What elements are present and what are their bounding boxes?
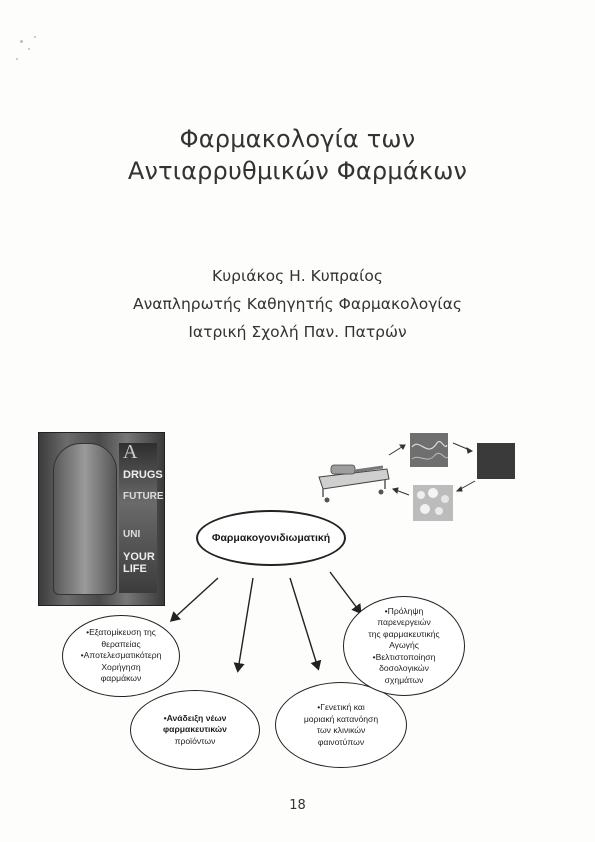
node-left-line: Χορήγηση [101,661,141,672]
node-bottom-right-line: μοριακή κατανόηση [303,713,379,724]
scan-speck [34,36,36,38]
node-bottom-right-line: των κλινικών [316,725,366,735]
diagram-node-bottom-right [275,682,407,768]
node-bottom-left-line: προϊόντων [174,735,216,746]
diagram-node-bottom-left [130,690,260,770]
cover-text-drugs: DRUGS [123,469,163,481]
page-title-line-1: Φαρμακολογία των [179,125,416,153]
node-right-line: •Βελτιστοποίηση [372,651,436,662]
diagram-node-right [343,596,465,696]
scan-speck [20,40,23,43]
cover-letter: A [123,441,138,463]
node-left-line: •Αποτελεσματικότερη [80,650,162,661]
scan-speck [28,48,30,50]
author-institution: Ιατρική Σχολή Παν. Πατρών [188,323,407,341]
diagram-node-left [62,615,180,697]
node-right-line: παρενεργειών [377,617,431,628]
scan-speck [16,58,18,60]
clinical-cycle-illustration [315,425,525,530]
node-right-line: Αγωγής [389,640,419,651]
node-bottom-left-line: φαρμακευτικών [163,724,227,735]
diagram-center-node [196,510,346,566]
node-right-line: δοσολογικών [379,663,429,674]
node-bottom-left-line: •Ανάδειξη νέων [163,712,227,723]
cover-text-future: FUTURE [123,491,164,502]
node-right-line: •Πρόληψη [384,605,424,616]
author-name: Κυριάκος Η. Κυπραίος [212,267,383,285]
center-node-label: Φαρμακογονιδιωματική [211,532,331,544]
hospital-bed-image [319,465,389,503]
cell-culture-image [413,485,453,521]
node-right-line: της φαρμακευτικής [368,628,440,639]
node-left-line: φαρμάκων [100,673,142,684]
cover-text-your-life: YOUR LIFE [123,551,155,575]
cover-text-uni: UNI [123,529,141,540]
page-number: 18 [289,798,306,813]
node-left-line: •Εξατομίκευση της [86,627,156,638]
tissue-image-top [410,433,448,467]
node-left-line: θεραπείας [101,638,141,649]
molecular-image [477,443,515,479]
node-right-line: σχημάτων [384,674,424,685]
node-bottom-right-line: φαινοτύπων [317,736,365,747]
author-position: Αναπληρωτής Καθηγητής Φαρμακολογίας [132,295,462,313]
page-title-line-2: Αντιαρρυθμικών Φαρμάκων [127,157,468,185]
node-bottom-right-line: •Γενετική και [317,702,365,712]
